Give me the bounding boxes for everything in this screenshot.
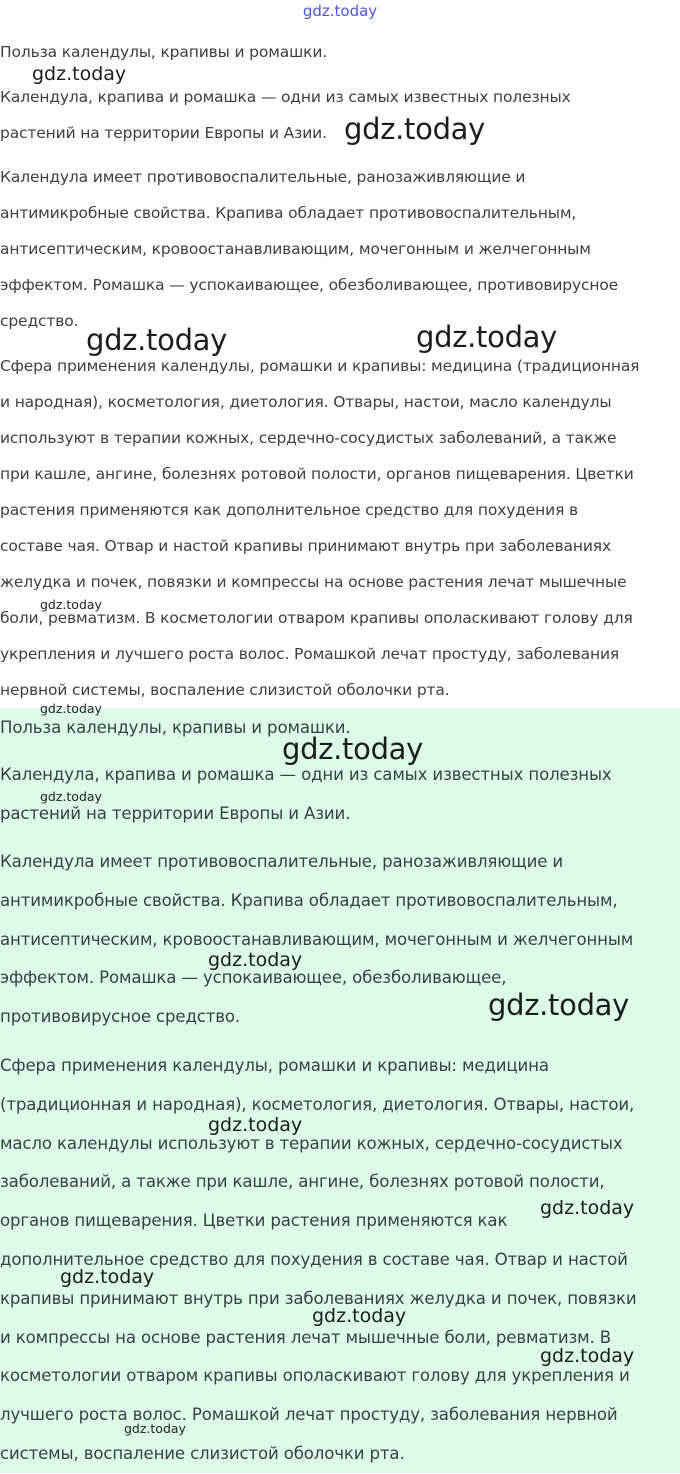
watermark-text: gdz.today — [60, 1266, 155, 1288]
watermark-text: gdz.today — [40, 789, 102, 804]
properties-paragraph: Календула имеет противовоспалительные, ранозаживляющие и антимикробные свойства. Крапива обладает противовоспалительным, антисептическим, кровоостанавливающим, мочегонным и желчегонным эффектом. Ромашка — успокаивающее, обезболивающее, противовирусное средство. — [0, 168, 619, 330]
usage-paragraph: Сфера применения календулы, ромашки и крапивы: медицина (традиционная и народная), косметология, диетология. Отвары, настои, масло календулы используют в терапии кожных, сердечно-сосудистых заболеваний, а также при кашле, ангине, болезнях ротовой полости, органов пищеварения. Цветки растения применяются как дополнительное средство для похудения в составе чая. Отвар и настой крапивы принимают внутрь при заболеваниях желудка и почек, повязки и компрессы на основе растения лечат мышечные боли, ревматизм. В косметологии отваром крапивы ополаскивают голову для укрепления и лучшего роста волос. Ромашкой лечат простуду, заболевания нервной системы, воспаление слизистой оболочки рта. — [0, 1056, 637, 1463]
watermark-text: gdz.today — [208, 1114, 303, 1136]
intro-paragraph: Календула, крапива и ромашка — одни из самых известных полезных растений на территории Европы и Азии. — [0, 88, 571, 142]
section-title: Польза календулы, крапивы и ромашки. — [0, 718, 351, 737]
watermark-text: gdz.today — [488, 988, 630, 1022]
watermark-text: gdz.today — [416, 320, 558, 354]
watermark-text: gdz.today — [86, 323, 228, 357]
section-title: Польза календулы, крапивы и ромашки. — [0, 43, 328, 61]
watermark-text: gdz.today — [208, 949, 303, 971]
watermark-text: gdz.today — [32, 63, 127, 85]
text-section-plain — [0, 34, 680, 708]
watermark-text: gdz.today — [540, 1197, 635, 1219]
watermark-text: gdz.today — [312, 1305, 407, 1327]
intro-paragraph: Календула, крапива и ромашка — одни из самых известных полезных растений на территории Европы и Азии. — [0, 765, 612, 823]
site-link[interactable]: gdz.today — [302, 2, 378, 20]
watermark-text: gdz.today — [540, 1345, 635, 1367]
watermark-text: gdz.today — [40, 597, 102, 612]
watermark-text: gdz.today — [40, 701, 102, 716]
watermark-text: gdz.today — [344, 112, 486, 146]
watermark-text: gdz.today — [124, 1421, 186, 1436]
watermark-text: gdz.today — [282, 732, 424, 766]
properties-paragraph: Календула имеет противовоспалительные, ранозаживляющие и антимикробные свойства. Крапива обладает противовоспалительным, антисептическим, кровоостанавливающим, мочегонным и желчегонным эффектом. Ромашка — успокаивающее, обезболивающее, противовирусное средство. — [0, 852, 634, 1027]
usage-paragraph: Сфера применения календулы, ромашки и крапивы: медицина (традиционная и народная), косметология, диетология. Отвары, настои, масло календулы используют в терапии кожных, сердечно-сосудистых заболеваний, а также при кашле, ангине, болезнях ротовой полости, органов пищеварения. Цветки растения применяются как дополнительное средство для похудения в составе чая. Отвар и настой крапивы принимают внутрь при заболеваниях желудка и почек, повязки и компрессы на основе растения лечат мышечные боли, ревматизм. В косметологии отваром крапивы ополаскивают голову для укрепления и лучшего роста волос. Ромашкой лечат простуду, заболевания нервной системы, воспаление слизистой оболочки рта. — [0, 357, 640, 699]
